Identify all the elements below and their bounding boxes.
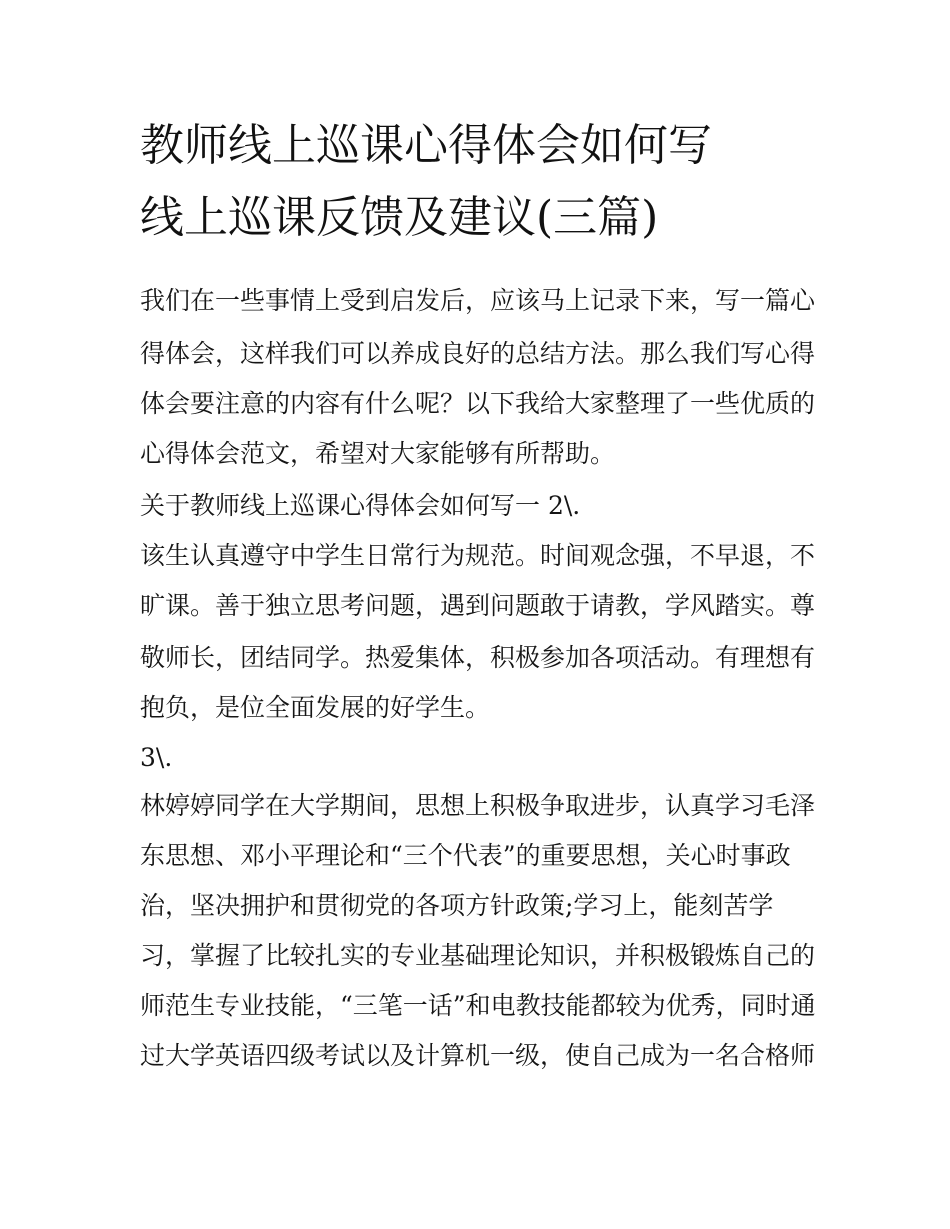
paragraph-2-line-1: 该生认真遵守中学生日常行为规范。时间观念强，不早退，不: [140, 541, 816, 570]
paragraph-3-line-6: 过大学英语四级考试以及计算机一级，使自己成为一名合格师: [140, 1041, 816, 1070]
paragraph-3-line-1: 林婷婷同学在大学期间，思想上积极争取进步，认真学习毛泽: [140, 791, 816, 820]
paragraph-3-line-5: 师范生专业技能，“三笔一话”和电教技能都较为优秀，同时通: [140, 991, 816, 1020]
paragraph-2-line-2: 旷课。善于独立思考问题，遇到问题敢于请教，学风踏实。尊: [140, 591, 816, 620]
paragraph-2-line-4: 抱负，是位全面发展的好学生。: [140, 693, 491, 722]
paragraph-3-line-3: 治，坚决拥护和贯彻党的各项方针政策;学习上，能刻苦学: [140, 891, 774, 920]
intro-line-3: 体会要注意的内容有什么呢？以下我给大家整理了一些优质的: [140, 389, 816, 418]
intro-line-2: 得体会，这样我们可以养成良好的总结方法。那么我们写心得: [140, 339, 816, 368]
paragraph-3-line-2: 东思想、邓小平理论和“三个代表”的重要思想，关心时事政: [140, 841, 791, 870]
intro-line-1: 我们在一些事情上受到启发后，应该马上记录下来，写一篇心: [140, 286, 816, 315]
document-title-line-1: 教师线上巡课心得体会如何写: [140, 120, 712, 171]
section-heading-1: 关于教师线上巡课心得体会如何写一 2\.: [140, 491, 581, 520]
paragraph-2-line-3: 敬师长，团结同学。热爱集体，积极参加各项活动。有理想有: [140, 643, 816, 672]
section-heading-2: 3\.: [140, 743, 173, 772]
paragraph-3-line-4: 习，掌握了比较扎实的专业基础理论知识，并积极锻炼自己的: [140, 941, 816, 970]
document-title-line-2: 线上巡课反馈及建议(三篇): [140, 192, 659, 243]
intro-line-4: 心得体会范文，希望对大家能够有所帮助。: [140, 439, 616, 468]
